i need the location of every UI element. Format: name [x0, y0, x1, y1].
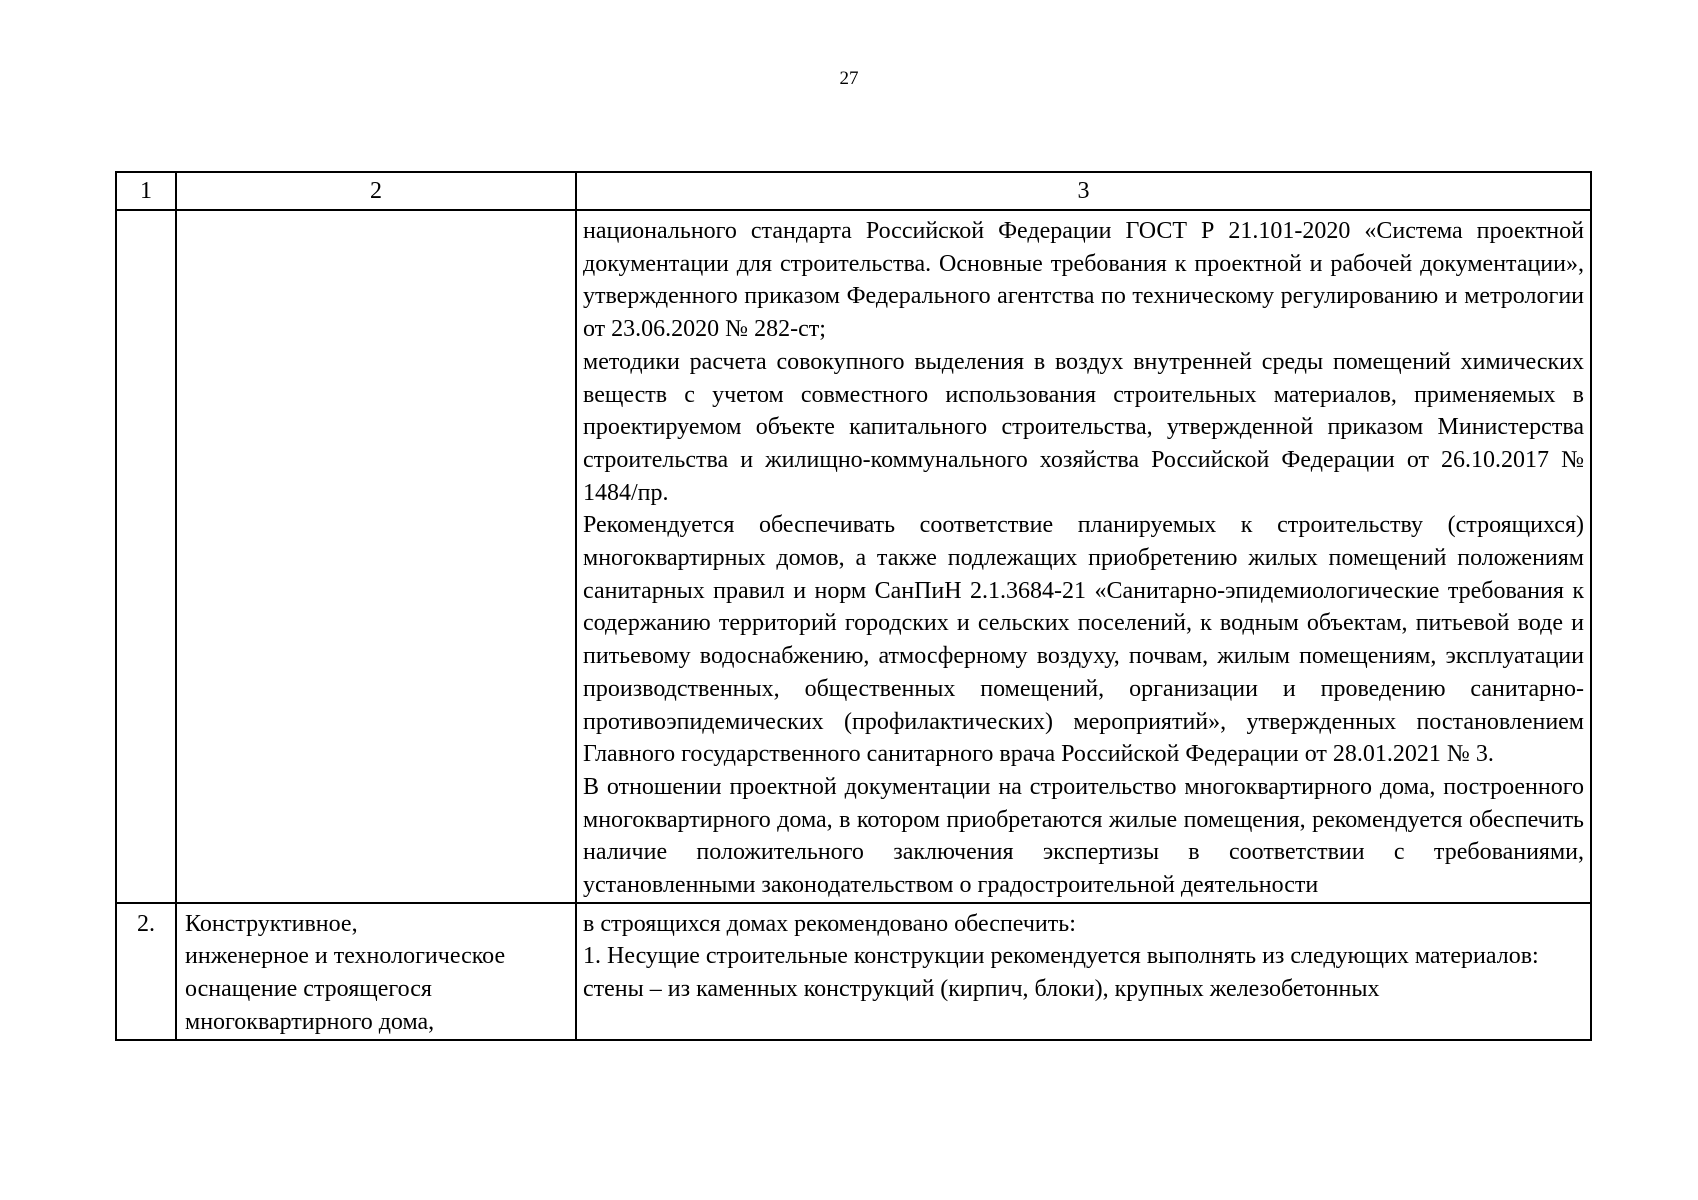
row-name-cell	[176, 210, 576, 903]
row-name-line: инженерное и технологическое	[185, 943, 506, 970]
header-cell-2: 2	[176, 172, 576, 210]
row-content-cell	[576, 210, 1591, 903]
row-number-cell	[116, 210, 176, 903]
row-number-cell: 2.	[116, 903, 176, 1040]
paragraph: стены – из каменных конструкций (кирпич, блоки), крупных железобетонных	[583, 976, 1380, 1003]
row-name-line: оснащение строящегося	[185, 976, 432, 1003]
paragraph: в строящихся домах рекомендовано обеспечить:	[583, 910, 1076, 937]
paragraph: методики расчета совокупного выделения в воздух внутренней среды помещений химических веществ с учетом совместного использования строительных материалов, применяемых в проектируемом объекте капитального строительства, утвержденной приказом Министерства строительства и жилищно-коммунального хозяйства Российской Федерации от 26.10.2017 № 1484/пр.	[583, 348, 1584, 506]
row-name-cell	[176, 903, 576, 1040]
table-row	[116, 210, 1591, 903]
paragraph: Рекомендуется обеспечивать соответствие планируемых к строительству (строящихся) многоквартирных домов, а также подлежащих приобретению жилых помещений положениям санитарных правил и норм СанПиН 2.1.3684-21 «Санитарно-эпидемиологические требования к содержанию территорий городских и сельских поселений, к водным объектам, питьевой воде и питьевому водоснабжению, атмосферному воздуху, почвам, жилым помещениям, эксплуатации производственных, общественных помещений, организации и проведению санитарно-противоэпидемических (профилактических) мероприятий», утвержденных постановлением Главного государственного санитарного врача Российской Федерации от 28.01.2021 № 3.	[583, 512, 1584, 768]
row-name-line: Конструктивное,	[185, 910, 358, 937]
header-cell-3: 3	[576, 172, 1591, 210]
header-cell-1: 1	[116, 172, 176, 210]
row-name-line: многоквартирного дома,	[185, 1008, 435, 1035]
table-header-row	[116, 172, 1591, 210]
requirements-table	[115, 171, 1592, 1041]
table-row	[116, 903, 1591, 1040]
paragraph: В отношении проектной документации на строительство многоквартирного дома, построенного многоквартирного дома, в котором приобретаются жилые помещения, рекомендуется обеспечить наличие положительного заключения экспертизы в соответствии с требованиями, установленными законодательством о градостроительной деятельности	[583, 773, 1584, 899]
paragraph: 1. Несущие строительные конструкции рекомендуется выполнять из следующих материалов:	[583, 943, 1539, 970]
page-number: 27	[839, 68, 859, 89]
row-content-cell	[576, 903, 1591, 1040]
paragraph: национального стандарта Российской Федерации ГОСТ Р 21.101-2020 «Система проектной документации для строительства. Основные требования к проектной и рабочей документации», утвержденного приказом Федерального агентства по техническому регулированию и метрологии от 23.06.2020 № 282-ст;	[583, 218, 1584, 343]
